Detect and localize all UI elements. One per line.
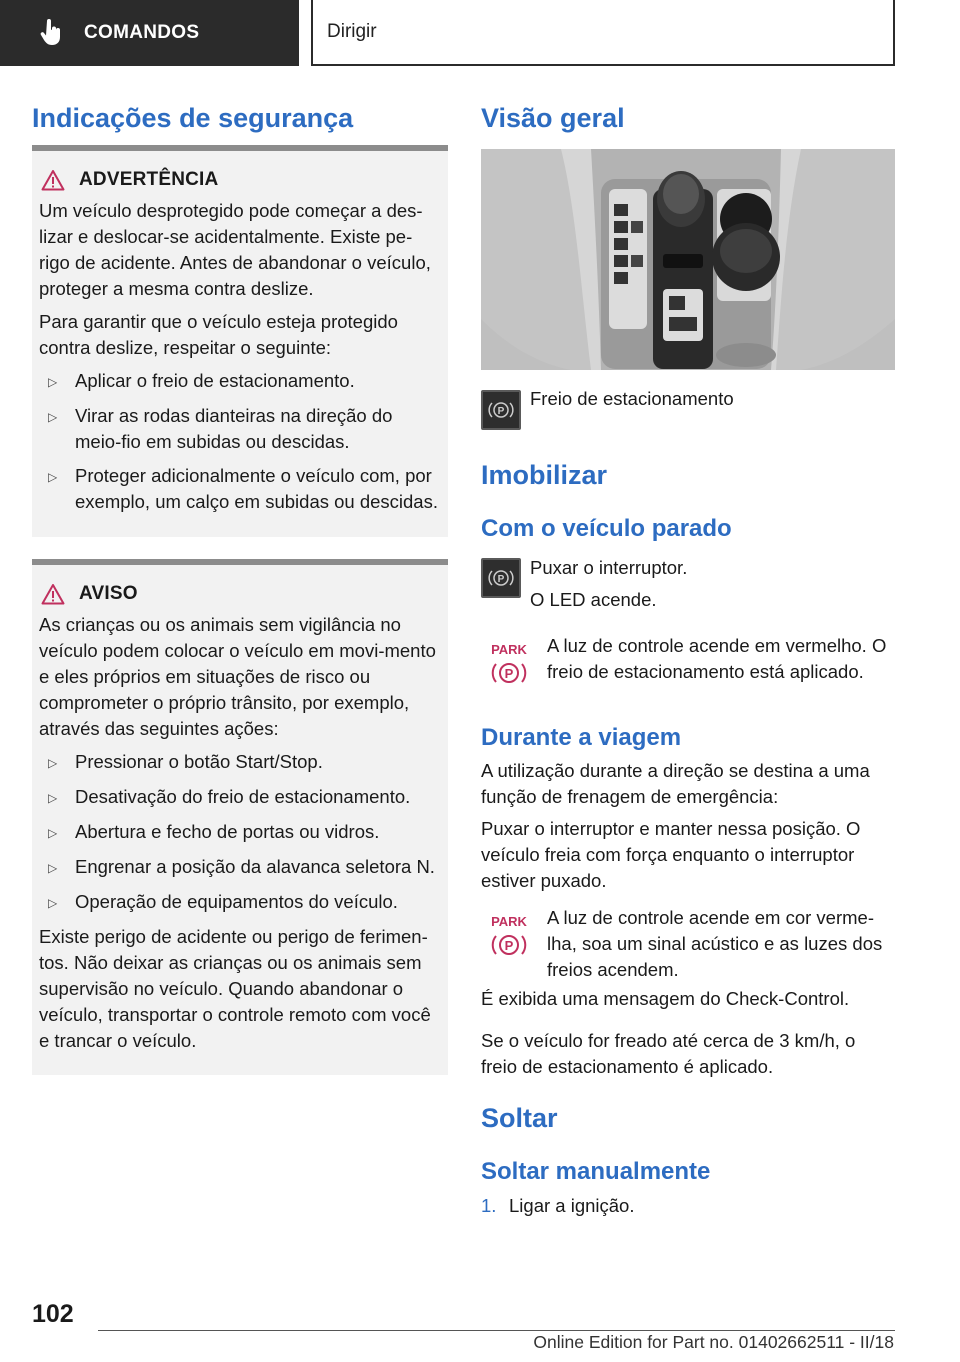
driving-heading: Durante a viagem [481, 724, 682, 751]
parking-brake-button-icon [481, 558, 521, 598]
bullet-item [39, 889, 440, 916]
bullet-arrow-icon: ▷ [48, 826, 58, 840]
bullet-arrow-icon: ▷ [48, 896, 58, 910]
stationary-heading: Com o veículo parado [481, 515, 732, 542]
bullet-item [39, 749, 440, 776]
subsection-tab [311, 0, 895, 66]
step-text: Ligar a ignição. [509, 1195, 635, 1216]
body-paragraph: A utilização durante a direção se destina a uma função de frenagem de emergência: [481, 760, 870, 807]
bullet-arrow-icon: ▷ [48, 861, 58, 875]
bullet-arrow-icon: ▷ [48, 410, 58, 424]
edition-text: Online Edition for Part no. 01402662511 - II/18 [533, 1332, 894, 1352]
bullet-text: Aplicar o freio de estacionamento. [75, 370, 355, 391]
section-tab [0, 0, 299, 66]
page-number: 102 [32, 1300, 74, 1328]
photo-caption: Freio de estacionamento [530, 388, 734, 409]
bullet-item [39, 368, 440, 395]
warning-box-advertencia [32, 145, 448, 537]
bullet-text: Abertura e fecho de portas ou vidros. [75, 821, 380, 842]
subsection-title: Dirigir [327, 21, 377, 42]
svg-text:P: P [497, 406, 505, 417]
bullet-item [39, 403, 440, 455]
warning-label: ADVERTÊNCIA [79, 169, 219, 190]
warning-triangle-icon [41, 583, 65, 605]
parking-brake-button-icon [481, 390, 521, 430]
bullet-text: Desativação do freio de estacionamento. [75, 786, 411, 807]
warning-title [41, 169, 440, 191]
body-paragraph: Se o veículo for freado até cerca de 3 km/h, o freio de estacionamento é aplicado. [481, 1030, 856, 1077]
hand-pointer-icon [40, 19, 62, 47]
svg-text:P: P [504, 938, 514, 953]
instruction-text: Puxar o interruptor. [530, 557, 688, 578]
park-indicator-icon [486, 912, 532, 962]
warning-triangle-icon [41, 169, 65, 191]
bullet-text: Proteger adicionalmente o veículo com, por exemplo, um calço em subidas ou descidas. [75, 465, 438, 512]
instruction-text: O LED acende. [530, 589, 657, 610]
svg-text:P: P [504, 666, 514, 681]
bullet-item [39, 854, 440, 881]
footer-rule [98, 1330, 895, 1331]
step-number: 1. [481, 1195, 497, 1216]
bullet-arrow-icon: ▷ [48, 375, 58, 389]
bullet-item [39, 784, 440, 811]
warning-paragraph: As crianças ou os animais sem vigilância no veículo podem colocar o veículo em movi-mento e eles próprios em situações de risco ou comprometer o próprio trânsito, por exemplo, através das seguintes ações: [39, 614, 436, 739]
bullet-arrow-icon: ▷ [48, 756, 58, 770]
svg-text:P: P [497, 574, 505, 585]
bullet-item [39, 463, 440, 515]
warning-paragraph: Um veículo desprotegido pode começar a des-lizar e deslocar-se acidentalmente. Existe pe-rigo de acidente. Antes de abandonar o veículo, proteger a mesma contra deslize. [39, 200, 431, 299]
center-console-photo [481, 149, 895, 370]
indicator-text: A luz de controle acende em vermelho. O freio de estacionamento está aplicado. [547, 635, 887, 682]
section-title: COMANDOS [84, 22, 200, 43]
body-paragraph: Puxar o interruptor e manter nessa posição. O veículo freia com força enquanto o interruptor estiver puxado. [481, 818, 861, 891]
warning-box-aviso [32, 559, 448, 1075]
overview-heading: Visão geral [481, 103, 625, 133]
park-indicator-icon [486, 640, 532, 690]
bullet-arrow-icon: ▷ [48, 791, 58, 805]
immobilize-heading: Imobilizar [481, 460, 608, 490]
release-heading: Soltar [481, 1103, 558, 1133]
bullet-item [39, 819, 440, 846]
warning-paragraph: Para garantir que o veículo esteja protegido contra deslize, respeitar o seguinte: [39, 311, 398, 358]
body-paragraph: É exibida uma mensagem do Check-Control. [481, 988, 850, 1009]
bullet-arrow-icon: ▷ [48, 470, 58, 484]
bullet-text: Operação de equipamentos do veículo. [75, 891, 398, 912]
svg-text:PARK: PARK [491, 642, 527, 657]
warning-label: AVISO [79, 583, 138, 604]
manual-release-heading: Soltar manualmente [481, 1158, 711, 1185]
bullet-text: Engrenar a posição da alavanca seletora N. [75, 856, 435, 877]
warning-title [41, 583, 440, 605]
indicator-text: A luz de controle acende em cor verme-lha, soa um sinal acústico e as luzes dos freios acendem. [547, 907, 883, 980]
safety-heading: Indicações de segurança [32, 103, 354, 133]
bullet-text: Pressionar o botão Start/Stop. [75, 751, 323, 772]
bullet-text: Virar as rodas dianteiras na direção do meio-fio em subidas ou descidas. [75, 405, 393, 452]
warning-paragraph: Existe perigo de acidente ou perigo de ferimen-tos. Não deixar as crianças ou os animais sem supervisão no veículo. Quando abandonar o veículo, transportar o controle remoto com você e trancar o veículo. [39, 926, 431, 1051]
svg-text:PARK: PARK [491, 914, 527, 929]
